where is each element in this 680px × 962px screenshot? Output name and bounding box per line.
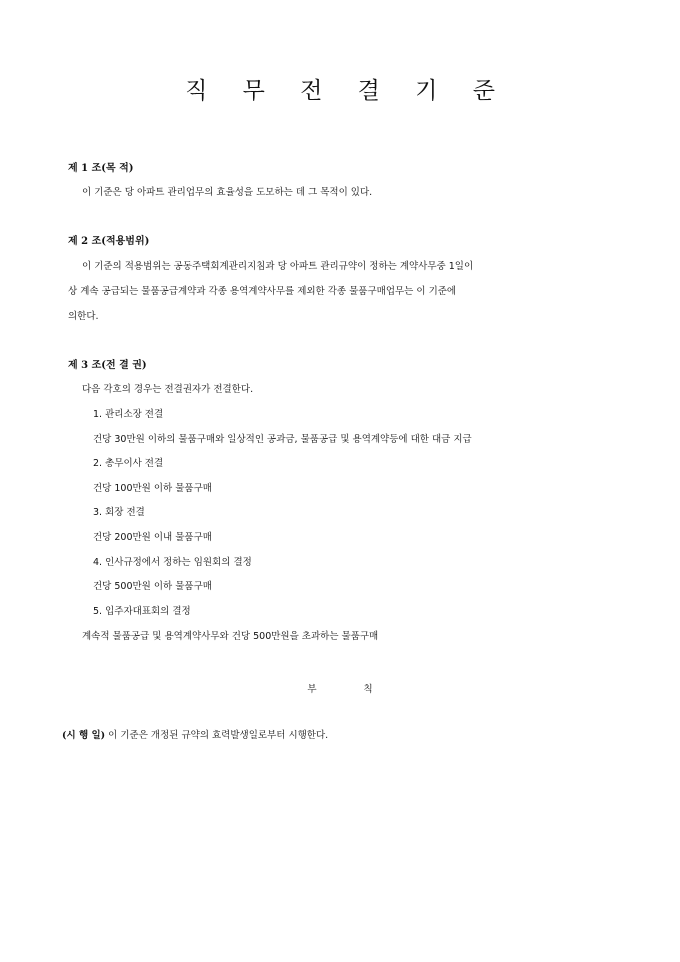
item-3-detail: 건당 200만원 이내 물품구매 — [93, 532, 212, 543]
item-1-detail: 건당 30만원 이하의 물품구매와 일상적인 공과금, 물품공급 및 용역계약등에 대한 대금 지급 — [93, 434, 472, 445]
enforcement-clause — [62, 730, 328, 742]
item-4-detail: 건당 500만원 이하 물품구매 — [93, 581, 212, 592]
item-5-label: 5. 입주자대표회의 결정 — [93, 606, 191, 617]
addendum-heading: 부 칙 — [307, 684, 395, 695]
enforcement-label: (시 행 일) — [62, 730, 106, 741]
article-1-heading: 제 1 조(목 적) — [68, 163, 134, 174]
article-2-heading: 제 2 조(적용범위) — [68, 236, 150, 247]
article-3-heading: 제 3 조(전 결 권) — [68, 360, 147, 371]
article-2-body-line-2: 상 계속 공급되는 물품공급계약과 각종 용역계약사무를 제외한 각종 물품구매업무는 이 기준에 — [68, 286, 457, 297]
item-2-detail: 건당 100만원 이하 물품구매 — [93, 483, 212, 494]
article-2-body-line-1: 이 기준의 적용범위는 공동주택회계관리지침과 당 아파트 관리규약이 정하는 계약사무중 1일이 — [82, 261, 474, 272]
item-4-label: 4. 인사규정에서 정하는 임원회의 결정 — [93, 557, 252, 568]
article-3-intro: 다음 각호의 경우는 전결권자가 전결한다. — [82, 384, 254, 395]
enforcement-text: 이 기준은 개정된 규약의 효력발생일로부터 시행한다. — [105, 730, 329, 741]
article-1-body: 이 기준은 당 아파트 관리업무의 효율성을 도모하는 데 그 목적이 있다. — [82, 187, 373, 198]
item-2-label: 2. 총무이사 전결 — [93, 458, 164, 469]
item-5-detail: 계속적 물품공급 및 용역계약사무와 건당 500만원을 초과하는 물품구매 — [82, 631, 379, 642]
document-title: 직 무 전 결 기 준 — [185, 78, 509, 104]
item-3-label: 3. 회장 전결 — [93, 507, 145, 518]
item-1-label: 1. 관리소장 전결 — [93, 409, 164, 420]
article-2-body-line-3: 의한다. — [68, 311, 99, 322]
